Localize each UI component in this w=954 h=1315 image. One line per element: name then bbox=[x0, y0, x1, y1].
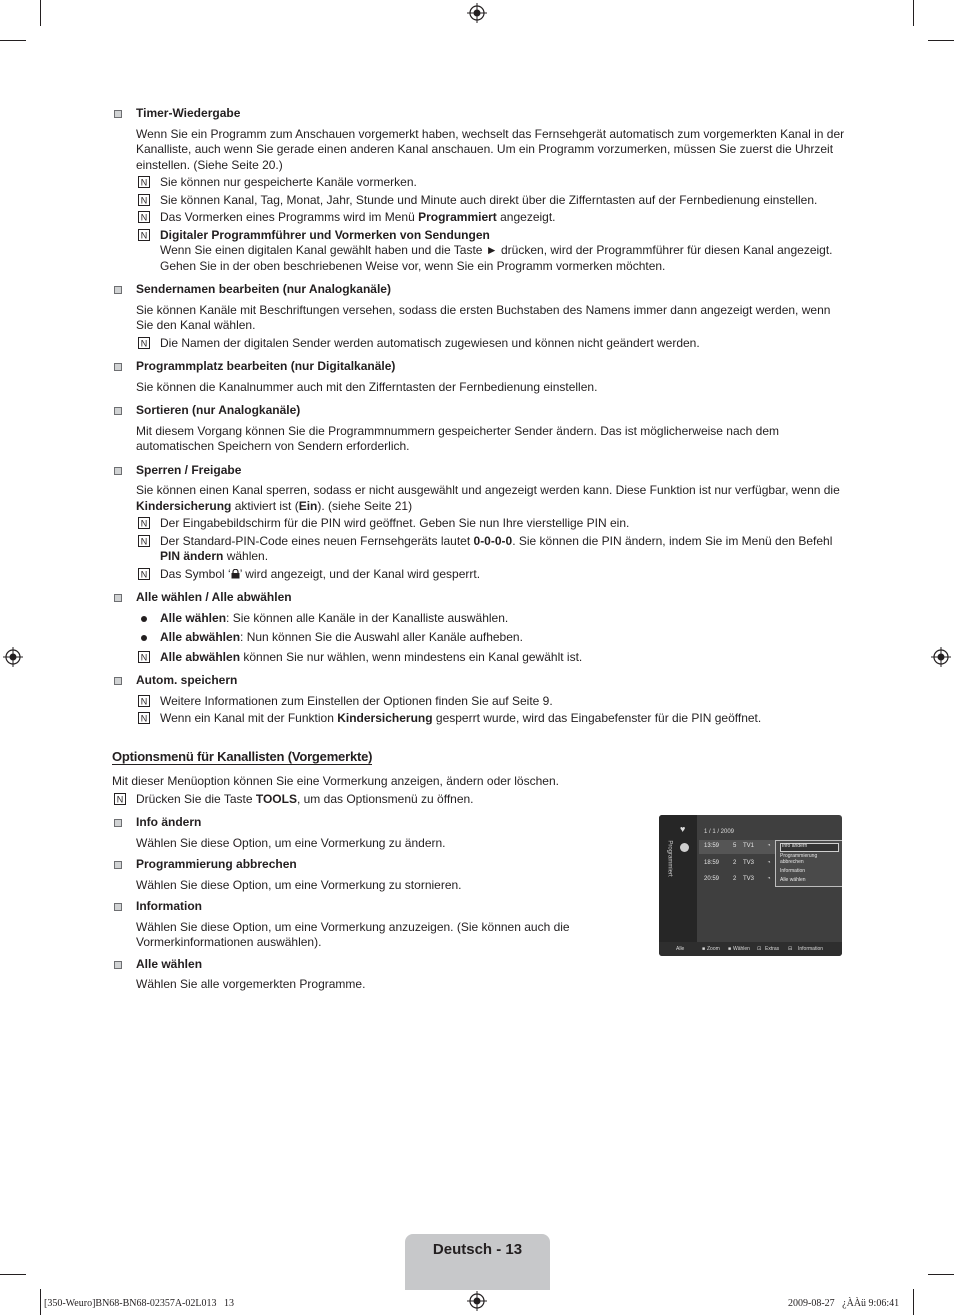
paragraph: Mit diesem Vorgang können Sie die Programmnummern gespeicherter Sender ändern. Das ist möglicherweise nach dem automatischen Speichern von Sendern erforderlich. bbox=[136, 423, 779, 453]
note-text: Das Symbol ‘ bbox=[160, 566, 231, 581]
crop-mark bbox=[928, 40, 954, 41]
crop-mark bbox=[40, 0, 41, 26]
note-icon bbox=[138, 535, 150, 547]
option-heading: Alle wählen bbox=[136, 956, 203, 971]
square-bullet-icon bbox=[114, 110, 122, 118]
note-bold: 0-0-0-0 bbox=[473, 533, 513, 548]
section-alle-waehlen bbox=[112, 590, 847, 665]
section-heading: Sperren / Freigabe bbox=[136, 462, 242, 477]
note-text: ’ wird angezeigt, und der Kanal wird gesperrt. bbox=[239, 566, 481, 581]
note-icon bbox=[138, 229, 150, 241]
registration-mark-icon bbox=[3, 647, 23, 667]
note-bold: Programmiert bbox=[418, 210, 497, 224]
note-icon bbox=[138, 568, 150, 580]
svg-text:N: N bbox=[140, 652, 148, 662]
note-text: gesperrt wurde, wird das Eingabefenster für die PIN geöffnet. bbox=[432, 711, 762, 725]
tv-row-num: 2 bbox=[733, 860, 737, 866]
tv-popup-item-selected[interactable]: Info ändern bbox=[780, 843, 839, 852]
square-bullet-icon bbox=[114, 961, 122, 969]
option-information bbox=[112, 899, 626, 951]
option-text: Wählen Sie diese Option, um eine Vormerkung anzuzeigen. (Sie können auch die Vormerkinformationen auswählen). bbox=[136, 919, 570, 949]
paragraph: Sie können die Kanalnummer auch mit den Zifferntasten der Fernbedienung einstellen. bbox=[136, 379, 598, 394]
yellow-button-icon: ■ bbox=[702, 946, 706, 952]
option-info-aendern bbox=[112, 815, 626, 851]
option-heading: Programmierung abbrechen bbox=[136, 857, 297, 871]
square-bullet-icon bbox=[114, 819, 122, 827]
note-bold: Alle abwählen bbox=[160, 649, 241, 664]
paragraph: Sie können Kanäle mit Beschriftungen versehen, sodass die ersten Buchstaben des Namens immer dann angezeigt werden, wenn Sie den Kanal wählen. bbox=[136, 302, 831, 332]
note-icon bbox=[138, 517, 150, 529]
tv-row-channel: TV1 bbox=[743, 843, 755, 849]
tv-row-channel: TV3 bbox=[743, 860, 755, 866]
crop-mark bbox=[0, 40, 26, 41]
paragraph-text: Sie können einen Kanal sperren, sodass er nicht ausgewählt und angezeigt werden kann. Diese Funktion ist nur verfügbar, wenn die bbox=[136, 483, 840, 497]
tv-popup-item[interactable]: Programmierung abbrechen bbox=[780, 853, 818, 865]
note-bold: Kindersicherung bbox=[337, 711, 433, 725]
tv-row-num: 5 bbox=[733, 843, 737, 849]
paragraph-bold: Ein bbox=[298, 498, 318, 513]
tv-row-time: 13:59 bbox=[704, 843, 720, 849]
note-icon bbox=[138, 211, 150, 223]
tv-bottom-label: Extras bbox=[765, 946, 780, 952]
square-bullet-icon bbox=[114, 286, 122, 294]
option-text: Wählen Sie alle vorgemerkten Programme. bbox=[136, 977, 366, 991]
note bbox=[136, 210, 847, 226]
options-menu-title: Optionsmenü für Kanallisten (Vorgemerkte) bbox=[112, 748, 373, 764]
note-icon bbox=[138, 337, 150, 349]
bullet-text: : Sie können alle Kanäle in der Kanalliste auswählen. bbox=[226, 610, 509, 625]
svg-text:N: N bbox=[140, 696, 148, 706]
note-bold: TOOLS bbox=[255, 791, 297, 806]
option-programmierung-abbrechen bbox=[112, 857, 626, 893]
tv-tools-popup bbox=[775, 840, 842, 887]
footer-job-info: [350-Weuro]BN68-BN68-02357A-02L013 13 bbox=[44, 1298, 234, 1309]
tv-bottom-label: Wählen bbox=[733, 946, 750, 952]
note-text: Sie können nur gespeicherte Kanäle vormerken. bbox=[160, 175, 417, 189]
tv-bottom-label: Information bbox=[798, 946, 824, 952]
note bbox=[136, 694, 847, 710]
paragraph-text: aktiviert ist ( bbox=[231, 498, 299, 513]
page-number: Deutsch - 13 bbox=[432, 1241, 523, 1258]
bullet-item bbox=[136, 630, 847, 646]
registration-mark-icon bbox=[467, 1291, 487, 1311]
paragraph bbox=[136, 483, 847, 514]
section-heading: Timer-Wiedergabe bbox=[136, 106, 241, 120]
section-autom-speichern bbox=[112, 673, 847, 727]
section-heading: Alle wählen / Alle abwählen bbox=[136, 590, 292, 604]
svg-text:N: N bbox=[140, 536, 148, 546]
square-bullet-icon bbox=[114, 467, 122, 475]
option-alle-waehlen bbox=[112, 957, 626, 993]
clock-icon bbox=[680, 843, 689, 852]
footer-timestamp: 2009-08-27 ¿ÀÀü 9:06:41 bbox=[788, 1298, 900, 1309]
section-heading: Autom. speichern bbox=[136, 673, 238, 687]
note-text: können Sie nur wählen, wenn mindestens ein Kanal gewählt ist. bbox=[240, 649, 583, 664]
option-heading: Information bbox=[136, 899, 202, 913]
note bbox=[136, 228, 847, 275]
lock-icon bbox=[231, 569, 240, 579]
tv-list-row bbox=[699, 857, 777, 871]
timer-icon: ◔ bbox=[767, 876, 771, 882]
square-bullet-icon bbox=[114, 861, 122, 869]
note bbox=[136, 711, 847, 727]
note-icon bbox=[138, 194, 150, 206]
note-text: angezeigt. bbox=[496, 210, 556, 224]
note bbox=[136, 336, 847, 352]
note-icon bbox=[138, 712, 150, 724]
svg-text:N: N bbox=[140, 569, 148, 579]
svg-text:N: N bbox=[116, 794, 124, 804]
section-sperren bbox=[112, 463, 847, 583]
note bbox=[136, 567, 847, 583]
section-heading: Sendernamen bearbeiten (nur Analogkanäle) bbox=[136, 282, 391, 296]
note-bold: PIN ändern bbox=[160, 549, 224, 563]
tv-list-row bbox=[699, 873, 777, 887]
note-icon bbox=[138, 695, 150, 707]
section-programmplatz bbox=[112, 359, 847, 395]
info-icon: ⊟ bbox=[788, 946, 793, 952]
note-text: Wenn Sie einen digitalen Kanal gewählt haben und die Taste ► drücken, wird der Programmführer für diesen Kanal angezeigt. Gehen Sie in der oben beschriebenen Weise vor, wenn Sie ein Programm vormerken möchten. bbox=[160, 243, 833, 273]
note-text: wählen. bbox=[223, 549, 269, 563]
heart-icon: ♥ bbox=[680, 824, 686, 834]
option-text: Wählen Sie diese Option, um eine Vormerkung zu stornieren. bbox=[136, 877, 462, 892]
note bbox=[112, 792, 847, 808]
page-number-box bbox=[405, 1234, 550, 1290]
section-heading: Sortieren (nur Analogkanäle) bbox=[136, 403, 301, 417]
svg-text:N: N bbox=[140, 230, 148, 240]
note-text: Der Standard-PIN-Code eines neuen Fernsehgeräts lautet bbox=[160, 533, 474, 548]
svg-text:N: N bbox=[140, 177, 148, 188]
bullet-dot-icon bbox=[141, 616, 147, 622]
bullet-bold: Alle wählen bbox=[160, 610, 227, 625]
tv-bottom-label: Zoom bbox=[707, 946, 720, 952]
tools-icon: ⊡ bbox=[757, 946, 762, 952]
tv-row-time: 18:59 bbox=[704, 860, 720, 866]
note-text: Die Namen der digitalen Sender werden automatisch zugewiesen und können nicht geändert werden. bbox=[160, 335, 700, 350]
crop-mark bbox=[913, 1289, 914, 1315]
note-text: Sie können Kanal, Tag, Monat, Jahr, Stunde und Minute auch direkt über die Zifferntasten auf der Fernbedienung einstellen. bbox=[160, 192, 818, 207]
note-text: Drücken Sie die Taste bbox=[136, 791, 256, 806]
square-bullet-icon bbox=[114, 594, 122, 602]
tv-side-label: Programmiert bbox=[666, 840, 673, 877]
paragraph-text: ). (siehe Seite 21) bbox=[317, 498, 413, 513]
note-text: Der Eingabebildschirm für die PIN wird geöffnet. Geben Sie nun Ihre vierstellige PIN ein. bbox=[160, 516, 630, 530]
bullet-dot-icon bbox=[141, 635, 147, 641]
note-icon bbox=[138, 176, 150, 188]
section-heading: Programmplatz bearbeiten (nur Digitalkanäle) bbox=[136, 359, 396, 373]
square-bullet-icon bbox=[114, 677, 122, 685]
options-intro: Mit dieser Menüoption können Sie eine Vormerkung anzeigen, ändern oder löschen. bbox=[112, 774, 559, 788]
note-icon bbox=[138, 651, 150, 663]
square-bullet-icon bbox=[114, 363, 122, 371]
svg-text:N: N bbox=[140, 518, 148, 529]
note bbox=[136, 650, 847, 666]
tv-list-row bbox=[699, 840, 777, 854]
tv-bottom-label: Alle bbox=[676, 946, 685, 952]
section-sortieren bbox=[112, 403, 847, 455]
tv-sidebar bbox=[659, 815, 697, 942]
crop-mark bbox=[0, 1274, 26, 1275]
note-text: , um das Optionsmenü zu öffnen. bbox=[296, 791, 474, 806]
note-text: Weitere Informationen zum Einstellen der Optionen finden Sie auf Seite 9. bbox=[160, 693, 553, 708]
tv-row-channel: TV3 bbox=[743, 876, 755, 882]
square-bullet-icon bbox=[114, 903, 122, 911]
bullet-text: : Nun können Sie die Auswahl aller Kanäle aufheben. bbox=[240, 630, 523, 644]
tv-date: 1 / 1 / 2009 bbox=[704, 829, 735, 835]
tv-popup-item[interactable]: Information bbox=[780, 868, 806, 874]
paragraph: Wenn Sie ein Programm zum Anschauen vorgemerkt haben, wechselt das Fernsehgerät automatisch zum vorgemerkten Kanal in der Kanalliste, auch wenn Sie gerade einen anderen Kanal anschauen. Um ein Programm vorzumerken, müssen Sie zuerst die Uhrzeit einstellen. (Siehe Seite 20.) bbox=[136, 126, 845, 172]
note bbox=[136, 516, 847, 532]
square-bullet-icon bbox=[114, 407, 122, 415]
crop-mark bbox=[928, 1274, 954, 1275]
svg-text:N: N bbox=[140, 713, 148, 724]
note bbox=[136, 193, 847, 209]
svg-text:N: N bbox=[140, 338, 148, 348]
section-timer-wiedergabe bbox=[112, 106, 847, 274]
note-text: . Sie können die PIN ändern, indem Sie im Menü den Befehl bbox=[512, 533, 833, 548]
bullet-bold: Alle abwählen bbox=[160, 630, 241, 644]
note bbox=[136, 534, 847, 565]
svg-text:N: N bbox=[140, 212, 148, 223]
paragraph-bold: Kindersicherung bbox=[136, 498, 232, 513]
registration-mark-icon bbox=[467, 3, 487, 23]
blue-button-icon: ■ bbox=[728, 946, 732, 952]
note-text: Das Vormerken eines Programms wird im Menü bbox=[160, 210, 419, 224]
bullet-item bbox=[136, 611, 847, 627]
svg-text:N: N bbox=[140, 195, 148, 205]
section-sendernamen bbox=[112, 282, 847, 351]
tv-row-num: 2 bbox=[733, 876, 737, 882]
tv-bottom-bar bbox=[659, 942, 842, 956]
crop-mark bbox=[40, 1289, 41, 1315]
tv-screen-illustration bbox=[659, 815, 842, 956]
option-heading: Info ändern bbox=[136, 815, 202, 829]
timer-icon: ◔ bbox=[767, 860, 771, 866]
timer-icon: ◔ bbox=[767, 843, 771, 849]
note-bold: Digitaler Programmführer und Vormerken von Sendungen bbox=[160, 227, 490, 242]
note-text: Wenn ein Kanal mit der Funktion bbox=[160, 711, 338, 725]
note-icon bbox=[114, 793, 126, 805]
option-text: Wählen Sie diese Option, um eine Vormerkung zu ändern. bbox=[136, 835, 446, 850]
tv-row-time: 20:59 bbox=[704, 876, 720, 882]
tv-popup-item[interactable]: Alle wählen bbox=[780, 877, 806, 883]
registration-mark-icon bbox=[931, 647, 951, 667]
crop-mark bbox=[913, 0, 914, 26]
note bbox=[136, 175, 847, 191]
